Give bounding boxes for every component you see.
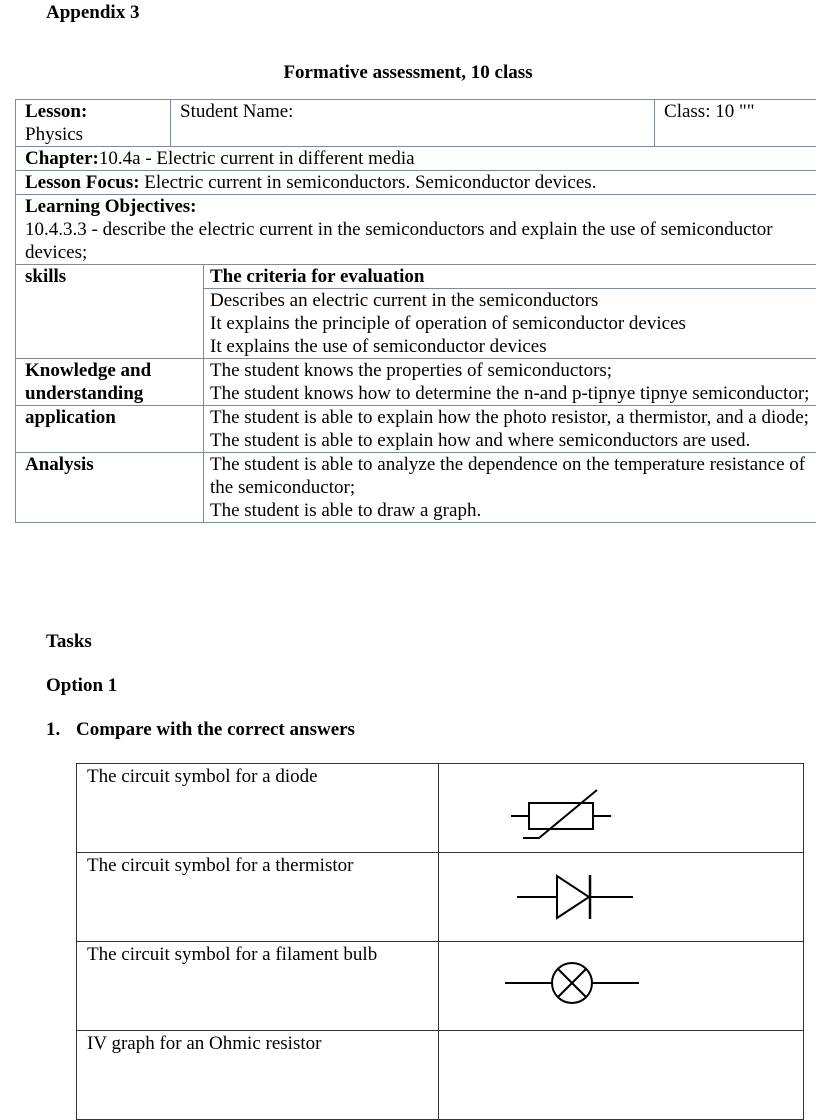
symbol-cell-empty — [439, 1031, 804, 1120]
lesson-cell — [16, 100, 171, 147]
compare-label: IV graph for an Ohmic resistor — [77, 1031, 439, 1120]
criteria-header: The criteria for evaluation — [204, 265, 816, 288]
table-row — [77, 942, 804, 1031]
task-1-heading — [46, 719, 355, 741]
assessment-table — [15, 99, 816, 523]
criteria-item: It explains the principle of operation of semiconductor devices — [210, 312, 816, 335]
table-row — [16, 171, 816, 195]
skill-application: application — [16, 406, 204, 453]
symbol-cell — [439, 853, 804, 942]
student-name-cell — [171, 100, 655, 147]
skill-analysis: Analysis — [16, 453, 204, 523]
table-row — [77, 1031, 804, 1120]
skills-header: skills — [16, 265, 204, 359]
table-row — [16, 100, 816, 147]
criteria-knowledge-cell — [204, 359, 816, 406]
lamp-symbol-icon — [503, 958, 643, 1008]
focus-label: Lesson Focus: — [25, 172, 140, 193]
focus-cell — [16, 171, 816, 195]
objectives-label: Learning Objectives: — [25, 195, 816, 218]
thermistor-symbol-icon — [505, 784, 625, 844]
symbol-cell — [439, 942, 804, 1031]
table-row — [16, 359, 816, 406]
criteria-item: The student is able to draw a graph. — [210, 499, 816, 522]
table-row — [16, 195, 816, 265]
diode-symbol-icon — [513, 867, 643, 927]
criteria-item: The student is able to explain how and where semiconductors are used. — [210, 429, 816, 452]
task-1-title: Compare with the correct answers — [76, 719, 355, 740]
table-row — [16, 147, 816, 171]
appendix-label: Appendix 3 — [46, 2, 139, 24]
class-label: Class: 10 "" — [664, 101, 754, 122]
chapter-cell — [16, 147, 816, 171]
table-row — [77, 853, 804, 942]
document-title: Formative assessment, 10 class — [0, 62, 816, 84]
objectives-cell — [16, 195, 816, 265]
table-row — [16, 453, 816, 523]
lesson-label: Lesson: — [25, 100, 161, 123]
compare-label: The circuit symbol for a diode — [77, 764, 439, 853]
symbol-cell — [439, 764, 804, 853]
compare-table — [76, 763, 804, 1120]
table-row — [77, 764, 804, 853]
objectives-value: 10.4.3.3 - describe the electric current in the semiconductors and explain the use of semiconductor devices; — [25, 218, 816, 264]
task-1-number: 1. — [46, 719, 76, 741]
criteria-application-cell — [204, 406, 816, 453]
student-name-label: Student Name: — [180, 101, 293, 122]
option-heading: Option 1 — [46, 675, 117, 697]
table-row — [16, 265, 816, 359]
chapter-label: Chapter: — [25, 148, 99, 169]
criteria-item: The student knows the properties of semiconductors; — [210, 359, 816, 382]
tasks-heading: Tasks — [46, 631, 92, 653]
criteria-item: The student knows how to determine the n-and p-tipnye tipnye semiconductor; — [210, 382, 816, 405]
criteria-item: The student is able to explain how the photo resistor, a thermistor, and a diode; — [210, 406, 816, 429]
criteria-item: It explains the use of semiconductor devices — [210, 335, 816, 358]
criteria-item: Describes an electric current in the semiconductors — [210, 289, 816, 312]
table-row — [16, 406, 816, 453]
lesson-value: Physics — [25, 123, 161, 146]
class-cell — [655, 100, 816, 147]
chapter-value: 10.4a - Electric current in different media — [99, 148, 415, 169]
criteria-general-list — [204, 288, 816, 358]
criteria-analysis-cell — [204, 453, 816, 523]
criteria-item: The student is able to analyze the dependence on the temperature resistance of the semiconductor; — [210, 453, 816, 499]
compare-label: The circuit symbol for a thermistor — [77, 853, 439, 942]
compare-label: The circuit symbol for a filament bulb — [77, 942, 439, 1031]
focus-value: Electric current in semiconductors. Semiconductor devices. — [140, 172, 597, 193]
criteria-header-cell — [204, 265, 816, 359]
skill-knowledge: Knowledge and understanding — [16, 359, 204, 406]
